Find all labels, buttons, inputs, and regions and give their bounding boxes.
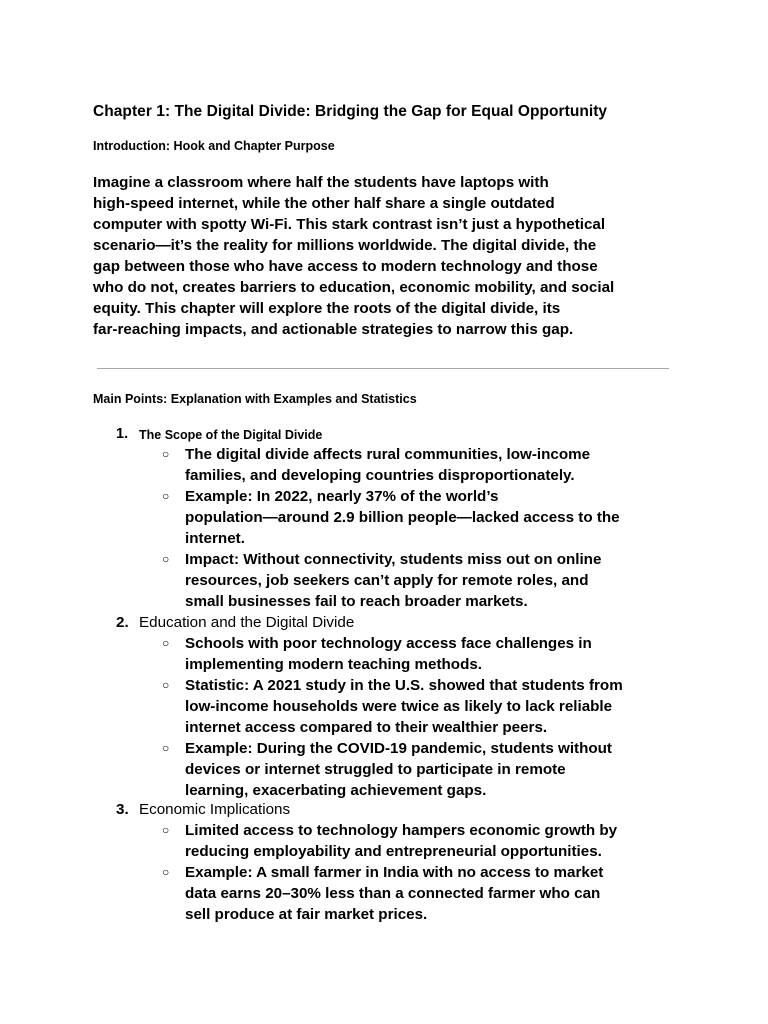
bullet-line: The digital divide affects rural communities, low-income	[185, 446, 591, 463]
list-number: 3.	[116, 801, 129, 818]
bullet-line: Example: In 2022, nearly 37% of the world’s	[185, 488, 499, 505]
intro-line: Imagine a classroom where half the students have laptops with	[93, 174, 549, 191]
intro-line: scenario—it’s the reality for millions worldwide. The digital divide, the	[93, 237, 597, 254]
intro-line: computer with spotty Wi-Fi. This stark contrast isn’t just a hypothetical	[93, 216, 606, 233]
list-number: 2.	[116, 614, 129, 631]
bullet-text	[185, 738, 612, 801]
list-item-title: Education and the Digital Divide	[139, 614, 355, 631]
main-points-heading: Main Points: Explanation with Examples and Statistics	[93, 392, 417, 406]
bullet-line: devices or internet struggled to participate in remote	[185, 761, 566, 778]
bullet-line: reducing employability and entrepreneurial opportunities.	[185, 843, 602, 860]
intro-line: gap between those who have access to modern technology and those	[93, 258, 598, 275]
chapter-title: Chapter 1: The Digital Divide: Bridging the Gap for Equal Opportunity	[93, 103, 608, 120]
intro-line: far-reaching impacts, and actionable strategies to narrow this gap.	[93, 321, 574, 338]
bullet-line: internet.	[185, 530, 245, 547]
bullet-line: Statistic: A 2021 study in the U.S. showed that students from	[185, 677, 623, 694]
hollow-circle-bullet-icon: ○	[162, 823, 170, 837]
list-item-title: The Scope of the Digital Divide	[139, 428, 323, 442]
bullet-text	[185, 486, 620, 549]
list-item-title: Economic Implications	[139, 801, 291, 818]
bullet-line: implementing modern teaching methods.	[185, 656, 483, 673]
horizontal-divider	[97, 368, 669, 369]
bullet-line: Schools with poor technology access face challenges in	[185, 635, 592, 652]
intro-line: equity. This chapter will explore the roots of the digital divide, its	[93, 300, 561, 317]
bullet-line: low-income households were twice as likely to lack reliable	[185, 698, 613, 715]
bullet-line: Limited access to technology hampers economic growth by	[185, 822, 618, 839]
intro-heading: Introduction: Hook and Chapter Purpose	[93, 139, 335, 153]
bullet-line: Example: During the COVID-19 pandemic, students without	[185, 740, 612, 757]
bullet-text	[185, 862, 603, 925]
bullet-line: internet access compared to their wealthier peers.	[185, 719, 548, 736]
bullet-text	[185, 444, 590, 486]
bullet-line: small businesses fail to reach broader markets.	[185, 593, 528, 610]
intro-line: who do not, creates barriers to education, economic mobility, and social	[93, 279, 615, 296]
hollow-circle-bullet-icon: ○	[162, 865, 170, 879]
hollow-circle-bullet-icon: ○	[162, 741, 170, 755]
bullet-line: learning, exacerbating achievement gaps.	[185, 782, 487, 799]
bullet-text	[185, 820, 617, 862]
hollow-circle-bullet-icon: ○	[162, 636, 170, 650]
bullet-line: resources, job seekers can’t apply for remote roles, and	[185, 572, 589, 589]
hollow-circle-bullet-icon: ○	[162, 552, 170, 566]
bullet-line: data earns 20–30% less than a connected farmer who can	[185, 885, 601, 902]
hollow-circle-bullet-icon: ○	[162, 678, 170, 692]
bullet-line: Impact: Without connectivity, students miss out on online	[185, 551, 602, 568]
bullet-text	[185, 675, 623, 738]
intro-paragraph	[93, 172, 673, 340]
list-number: 1.	[116, 426, 129, 442]
bullet-text	[185, 549, 601, 612]
bullet-line: families, and developing countries disproportionately.	[185, 467, 575, 484]
bullet-line: population—around 2.9 billion people—lacked access to the	[185, 509, 620, 526]
intro-line: high-speed internet, while the other half share a single outdated	[93, 195, 555, 212]
bullet-line: Example: A small farmer in India with no access to market	[185, 864, 604, 881]
hollow-circle-bullet-icon: ○	[162, 489, 170, 503]
bullet-line: sell produce at fair market prices.	[185, 906, 428, 923]
bullet-text	[185, 633, 592, 675]
hollow-circle-bullet-icon: ○	[162, 447, 170, 461]
